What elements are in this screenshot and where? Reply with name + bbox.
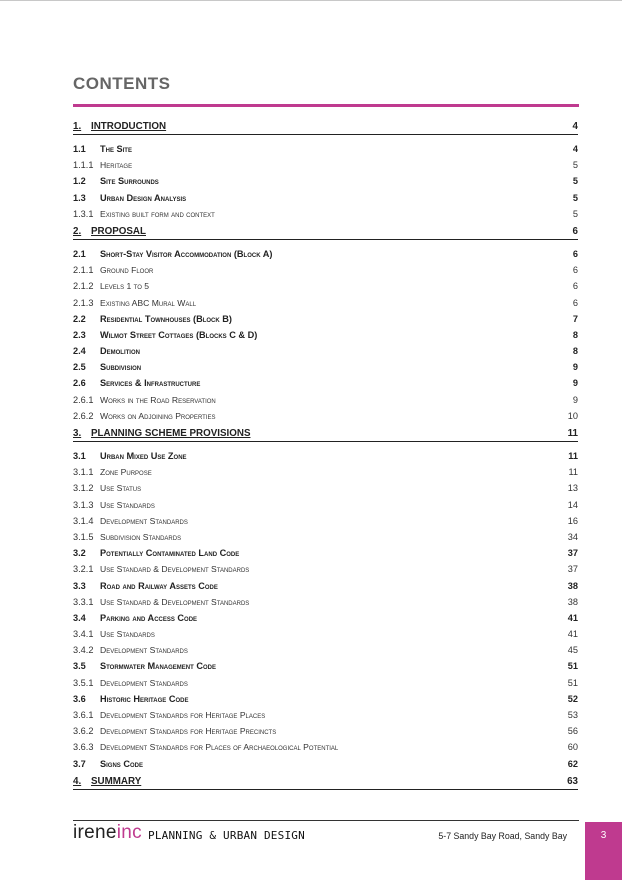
toc-entry-page: 37	[567, 564, 578, 575]
toc-entry[interactable]	[73, 190, 578, 206]
toc-entry-label: INTRODUCTION	[91, 121, 167, 132]
toc-entry-number: 3.1.2	[73, 483, 94, 494]
toc-entry-page: 5	[572, 160, 578, 171]
toc-entry-page: 37	[567, 548, 578, 559]
toc-entry-number: 1.3	[73, 192, 86, 203]
toc-entry-number: 3.2.1	[73, 564, 94, 575]
toc-entry-number: 2.1.1	[73, 265, 94, 276]
footer-address: 5-7 Sandy Bay Road, Sandy Bay	[438, 831, 567, 841]
toc-entry-number: 2.	[73, 225, 82, 237]
toc-entry[interactable]	[73, 756, 578, 772]
toc-entry-label: Development Standards	[100, 677, 188, 688]
toc-entry-number: 2.4	[73, 346, 86, 357]
toc-entry[interactable]	[73, 246, 578, 262]
toc-entry-label: Road and Railway Assets Code	[100, 580, 218, 591]
toc-entry-page: 6	[572, 248, 578, 259]
toc-entry-number: 3.4	[73, 612, 86, 623]
toc-entry[interactable]	[73, 295, 578, 311]
title-divider	[73, 104, 579, 107]
toc-entry-number: 3.6.3	[73, 742, 94, 753]
toc-entry-label: Use Standard & Development Standards	[100, 564, 250, 575]
toc-entry-label: Use Standards	[100, 499, 155, 510]
toc-entry-number: 1.2	[73, 176, 86, 187]
toc-entry[interactable]	[73, 529, 578, 545]
toc-entry-label: Potentially Contaminated Land Code	[100, 548, 240, 559]
toc-entry-label: Wilmot Street Cottages (Blocks C & D)	[100, 329, 258, 340]
toc-entry-label: Works on Adjoining Properties	[100, 410, 216, 421]
toc-entry-page: 6	[572, 225, 578, 237]
toc-entry-label: Demolition	[100, 346, 140, 357]
toc-entry-number: 1.1	[73, 144, 86, 154]
toc-entry-page: 38	[567, 580, 578, 591]
toc-entry-number: 2.6	[73, 378, 86, 389]
toc-entry-number: 2.3	[73, 329, 86, 340]
logo-accent: inc	[116, 822, 142, 843]
toc-entry-page: 9	[572, 394, 578, 405]
toc-entry[interactable]	[73, 343, 578, 359]
toc-entry[interactable]	[73, 480, 578, 496]
toc-entry-page: 34	[567, 531, 578, 542]
toc-entry-label: Development Standards for Heritage Precincts	[100, 726, 277, 737]
toc-entry[interactable]	[73, 408, 578, 424]
toc-entry[interactable]	[73, 224, 578, 240]
toc-entry[interactable]	[73, 739, 578, 755]
toc-entry-number: 3.1.5	[73, 531, 94, 542]
toc-entry-label: Levels 1 to 5	[100, 281, 150, 292]
toc-entry-number: 3.	[73, 428, 82, 439]
toc-entry[interactable]	[73, 497, 578, 513]
toc-entry-page: 60	[567, 742, 578, 753]
toc-entry-number: 3.1.3	[73, 499, 94, 510]
toc-entry-page: 13	[567, 483, 578, 494]
toc-entry[interactable]	[73, 774, 578, 790]
toc-entry-number: 1.	[73, 121, 82, 132]
toc-entry[interactable]	[73, 262, 578, 278]
toc-entry[interactable]	[73, 594, 578, 610]
toc-entry-label: Residential Townhouses (Block B)	[100, 313, 232, 324]
toc-entry-page: 45	[567, 645, 578, 656]
toc-entry-number: 2.2	[73, 313, 86, 324]
toc-entry-label: The Site	[100, 144, 132, 154]
toc-entry-label: Stormwater Management Code	[100, 661, 216, 672]
toc-entry-label: Use Standard & Development Standards	[100, 596, 250, 607]
toc-entry-label: Urban Design Analysis	[100, 192, 187, 203]
toc-entry-page: 8	[572, 346, 578, 357]
toc-entry[interactable]	[73, 375, 578, 391]
toc-entry-label: Subdivision	[100, 362, 142, 373]
toc-entry-label: Services & Infrastructure	[100, 378, 201, 389]
toc-entry[interactable]	[73, 691, 578, 707]
toc-entry-page: 4	[572, 144, 578, 154]
toc-entry[interactable]	[73, 119, 578, 135]
toc-entry-label: PROPOSAL	[91, 225, 146, 237]
toc-entry-page: 5	[572, 208, 578, 219]
toc-entry[interactable]	[73, 561, 578, 577]
toc-entry-label: Development Standards	[100, 645, 188, 656]
toc-entry-page: 53	[567, 710, 578, 720]
toc-entry-label: Works in the Road Reservation	[100, 394, 216, 405]
toc-entry[interactable]	[73, 464, 578, 480]
toc-entry-number: 4.	[73, 775, 82, 787]
toc-entry[interactable]	[73, 206, 578, 222]
toc-entry-page: 52	[567, 693, 578, 704]
toc-entry[interactable]	[73, 278, 578, 294]
footer-divider	[73, 820, 579, 821]
toc-entry[interactable]	[73, 723, 578, 739]
page-number: 3	[585, 822, 622, 880]
toc-entry-label: Development Standards	[100, 515, 188, 526]
toc-entry-number: 2.1.3	[73, 297, 94, 308]
toc-entry-page: 11	[568, 451, 578, 461]
toc-entry-page: 16	[567, 515, 578, 526]
toc-entry-page: 5	[572, 176, 578, 187]
toc-entry-page: 56	[567, 726, 578, 737]
toc-entry-label: Zone Purpose	[100, 467, 152, 478]
toc-entry[interactable]	[73, 359, 578, 375]
toc-entry-number: 3.6	[73, 693, 86, 704]
toc-entry-number: 3.7	[73, 758, 86, 769]
toc-entry-label: PLANNING SCHEME PROVISIONS	[91, 428, 251, 439]
toc-entry-label: Use Status	[100, 483, 142, 494]
toc-entry-number: 3.1.4	[73, 515, 94, 526]
toc-entry[interactable]	[73, 426, 578, 442]
toc-entry-number: 3.2	[73, 548, 86, 559]
toc-entry-number: 3.4.1	[73, 629, 94, 640]
toc-entry-label: Development Standards for Heritage Places	[100, 710, 266, 720]
toc-entry[interactable]	[73, 626, 578, 642]
logo-main: irene	[73, 822, 117, 843]
toc-entry-label: Signs Code	[100, 758, 143, 769]
toc-entry-number: 1.1.1	[73, 160, 94, 171]
toc-entry-page: 51	[567, 677, 578, 688]
toc-entry-label: Existing built form and context	[100, 208, 215, 219]
toc-entry-label: Development Standards for Places of Archaeological Potential	[100, 742, 339, 753]
toc-entry-page: 5	[572, 192, 578, 203]
toc-entry-number: 1.3.1	[73, 208, 94, 219]
top-border	[0, 0, 622, 1]
toc-entry-page: 6	[572, 281, 578, 292]
toc-entry[interactable]	[73, 141, 578, 157]
page-title: CONTENTS	[73, 74, 171, 93]
toc-entry-label: Use Standards	[100, 629, 155, 640]
toc-entry-label: Short-Stay Visitor Accommodation (Block A)	[100, 248, 273, 259]
toc-entry-number: 2.6.2	[73, 410, 94, 421]
toc-entry-page: 51	[567, 661, 578, 672]
toc-entry-page: 9	[572, 362, 578, 373]
company-logo	[73, 822, 142, 844]
toc-entry-page: 6	[572, 297, 578, 308]
toc-entry[interactable]	[73, 707, 578, 723]
toc-entry-label: Heritage	[100, 160, 133, 171]
toc-entry[interactable]	[73, 327, 578, 343]
toc-entry-label: Historic Heritage Code	[100, 693, 189, 704]
toc-entry-label: Existing ABC Mural Wall	[100, 297, 197, 308]
toc-entry-page: 63	[567, 775, 578, 787]
toc-entry-label: SUMMARY	[91, 775, 142, 787]
toc-entry-label: Ground Floor	[100, 265, 154, 276]
toc-entry-page: 41	[567, 629, 578, 640]
toc-entry[interactable]	[73, 448, 578, 464]
toc-entry-number: 3.5	[73, 661, 86, 672]
toc-entry-number: 3.4.2	[73, 645, 94, 656]
toc-entry-page: 9	[572, 378, 578, 389]
toc-entry-page: 14	[567, 499, 578, 510]
toc-entry[interactable]	[73, 545, 578, 561]
toc-entry-number: 2.1.2	[73, 281, 94, 292]
toc-entry-label: Site Surrounds	[100, 176, 159, 187]
toc-entry-page: 11	[567, 428, 578, 439]
toc-entry[interactable]	[73, 658, 578, 674]
toc-entry[interactable]	[73, 392, 578, 408]
toc-entry-page: 8	[572, 329, 578, 340]
toc-entry-number: 3.3	[73, 580, 86, 591]
toc-entry-page: 41	[567, 612, 578, 623]
toc-entry-page: 38	[567, 596, 578, 607]
toc-entry-number: 2.6.1	[73, 394, 94, 405]
toc-entry-label: Urban Mixed Use Zone	[100, 451, 187, 461]
toc-entry-number: 3.6.1	[73, 710, 94, 720]
toc-entry-number: 2.1	[73, 248, 86, 259]
toc-entry-label: Parking and Access Code	[100, 612, 198, 623]
toc-entry-page: 11	[568, 467, 578, 478]
toc-entry[interactable]	[73, 642, 578, 658]
toc-entry-number: 2.5	[73, 362, 86, 373]
toc-entry[interactable]	[73, 610, 578, 626]
logo-tagline: PLANNING & URBAN DESIGN	[148, 829, 305, 842]
toc-entry-page: 7	[572, 313, 578, 324]
toc-entry[interactable]	[73, 173, 578, 189]
toc-entry-page: 4	[572, 121, 578, 132]
toc-entry-number: 3.3.1	[73, 596, 94, 607]
toc-entry-page: 6	[572, 265, 578, 276]
toc-entry[interactable]	[73, 513, 578, 529]
toc-entry-number: 3.1.1	[73, 467, 94, 478]
toc-entry-number: 3.5.1	[73, 677, 94, 688]
toc-entry[interactable]	[73, 157, 578, 173]
toc-entry-page: 10	[567, 410, 578, 421]
toc-entry[interactable]	[73, 311, 578, 327]
toc-entry-number: 3.1	[73, 451, 86, 461]
toc-entry[interactable]	[73, 675, 578, 691]
toc-entry-page: 62	[567, 758, 578, 769]
table-of-contents	[73, 117, 578, 796]
toc-entry[interactable]	[73, 578, 578, 594]
toc-entry-label: Subdivision Standards	[100, 531, 182, 542]
toc-entry-number: 3.6.2	[73, 726, 94, 737]
